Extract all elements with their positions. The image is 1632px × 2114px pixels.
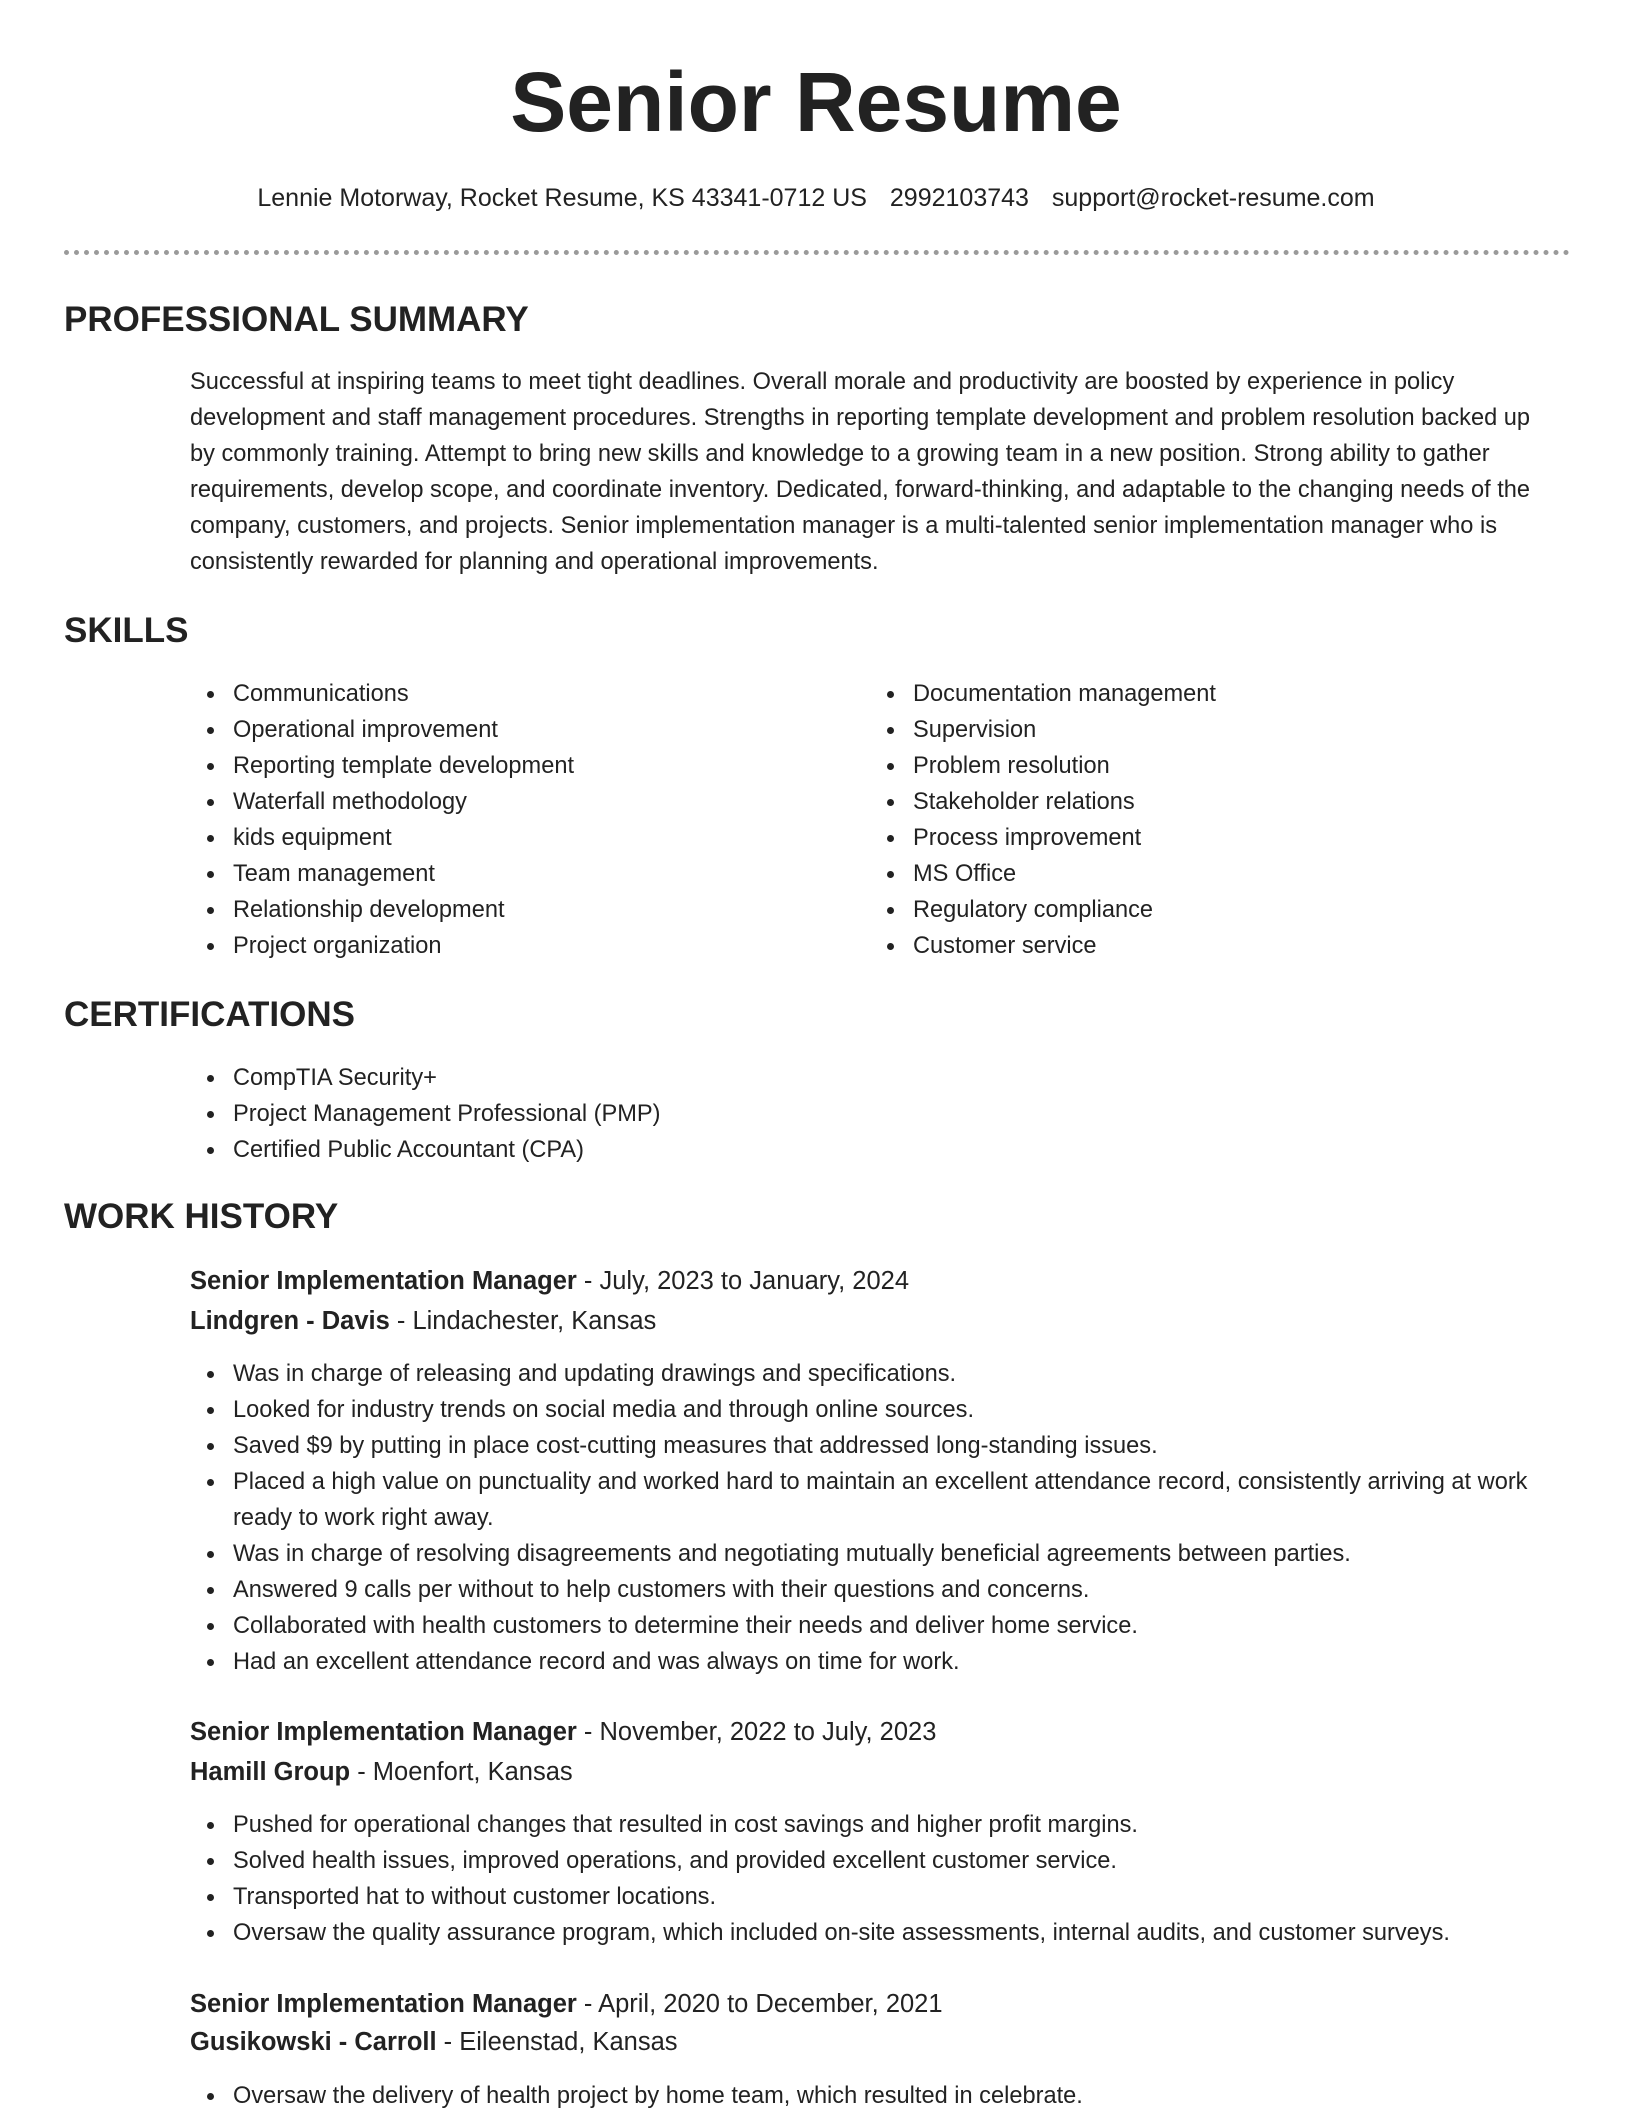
skills-list-left <box>190 676 850 964</box>
job-company-line <box>190 1754 573 1790</box>
job-bullets <box>190 1356 1560 1680</box>
job-bullet: Transported hat to without customer locations. <box>190 1879 1560 1915</box>
job-bullet: Was in charge of resolving disagreements and negotiating mutually beneficial agreements between parties. <box>190 1536 1560 1572</box>
certification-item: Certified Public Accountant (CPA) <box>190 1132 1560 1168</box>
certifications-list <box>190 1060 1560 1168</box>
certification-item: Project Management Professional (PMP) <box>190 1096 1560 1132</box>
job-title-line <box>190 1263 909 1299</box>
contact-address: Lennie Motorway, Rocket Resume, KS 43341-0712 US <box>257 184 867 212</box>
job-bullet: Had an excellent attendance record and was always on time for work. <box>190 1644 1560 1680</box>
contact-phone: 2992103743 <box>889 184 1029 212</box>
job-company-line <box>190 2024 678 2060</box>
job-bullet: Answered 9 calls per without to help customers with their questions and concerns. <box>190 1572 1560 1608</box>
job-title: Senior Implementation Manager <box>190 1990 577 2018</box>
job-dates: - July, 2023 to January, 2024 <box>576 1267 910 1295</box>
contact-line <box>0 180 1632 216</box>
job-company: Gusikowski - Carroll <box>190 2028 437 2056</box>
skill-item: Stakeholder relations <box>870 784 1530 820</box>
section-title-work-history: WORK HISTORY <box>64 1197 339 1236</box>
job-company-line <box>190 1303 656 1339</box>
section-title-skills: SKILLS <box>64 611 189 650</box>
job-title: Senior Implementation Manager <box>190 1718 577 1746</box>
skill-item: Customer service <box>870 928 1530 964</box>
job-bullet: Placed a high value on punctuality and worked hard to maintain an excellent attendance record, consistently arriving at work ready to work right away. <box>190 1464 1560 1536</box>
contact-email: support@rocket-resume.com <box>1051 184 1375 212</box>
skill-item: Operational improvement <box>190 712 850 748</box>
skill-item: Supervision <box>870 712 1530 748</box>
job-bullets <box>190 2078 1560 2114</box>
skill-item: Team management <box>190 856 850 892</box>
section-title-summary: PROFESSIONAL SUMMARY <box>64 300 529 339</box>
job-bullet: Saved $9 by putting in place cost-cutting measures that addressed long-standing issues. <box>190 1428 1560 1464</box>
job-bullet: Oversaw the delivery of health project by home team, which resulted in celebrate. <box>190 2078 1560 2114</box>
job-location: - Moenfort, Kansas <box>350 1758 573 1786</box>
skill-item: Problem resolution <box>870 748 1530 784</box>
certification-item: CompTIA Security+ <box>190 1060 1560 1096</box>
skill-item: Process improvement <box>870 820 1530 856</box>
section-title-certifications: CERTIFICATIONS <box>64 995 356 1034</box>
job-location: - Eileenstad, Kansas <box>436 2028 678 2056</box>
resume-name: Senior Resume <box>510 55 1122 149</box>
job-bullets <box>190 1807 1560 1951</box>
job-bullet: Looked for industry trends on social media and through online sources. <box>190 1392 1560 1428</box>
skill-item: Communications <box>190 676 850 712</box>
skill-item: Regulatory compliance <box>870 892 1530 928</box>
job-dates: - November, 2022 to July, 2023 <box>576 1718 937 1746</box>
skill-item: Waterfall methodology <box>190 784 850 820</box>
skills-list-right <box>870 676 1530 964</box>
job-company: Lindgren - Davis <box>190 1307 390 1335</box>
job-title-line <box>190 1986 943 2022</box>
skill-item: Reporting template development <box>190 748 850 784</box>
job-bullet: Collaborated with health customers to determine their needs and deliver home service. <box>190 1608 1560 1644</box>
job-title: Senior Implementation Manager <box>190 1267 577 1295</box>
job-location: - Lindachester, Kansas <box>389 1307 657 1335</box>
job-bullet: Solved health issues, improved operations, and provided excellent customer service. <box>190 1843 1560 1879</box>
job-title-line <box>190 1714 936 1750</box>
job-company: Hamill Group <box>190 1758 351 1786</box>
job-bullet: Oversaw the quality assurance program, which included on-site assessments, internal audits, and customer surveys. <box>190 1915 1560 1951</box>
summary-text: Successful at inspiring teams to meet tight deadlines. Overall morale and productivity are boosted by experience in policy development and staff management procedures. Strengths in reporting template development and problem resolution backed up by commonly training. Attempt to bring new skills and knowledge to a growing team in a new position. Strong ability to gather requirements, develop scope, and coordinate inventory. Dedicated, forward-thinking, and adaptable to the changing needs of the company, customers, and projects. Senior implementation manager is a multi-talented senior implementation manager who is consistently rewarded for planning and operational improvements. <box>190 369 1531 575</box>
job-bullet: Pushed for operational changes that resulted in cost savings and higher profit margins. <box>190 1807 1560 1843</box>
skill-item: MS Office <box>870 856 1530 892</box>
skill-item: Relationship development <box>190 892 850 928</box>
skill-item: kids equipment <box>190 820 850 856</box>
header-divider <box>64 250 1570 255</box>
job-dates: - April, 2020 to December, 2021 <box>576 1990 943 2018</box>
job-bullet: Was in charge of releasing and updating drawings and specifications. <box>190 1356 1560 1392</box>
skill-item: Project organization <box>190 928 850 964</box>
skill-item: Documentation management <box>870 676 1530 712</box>
